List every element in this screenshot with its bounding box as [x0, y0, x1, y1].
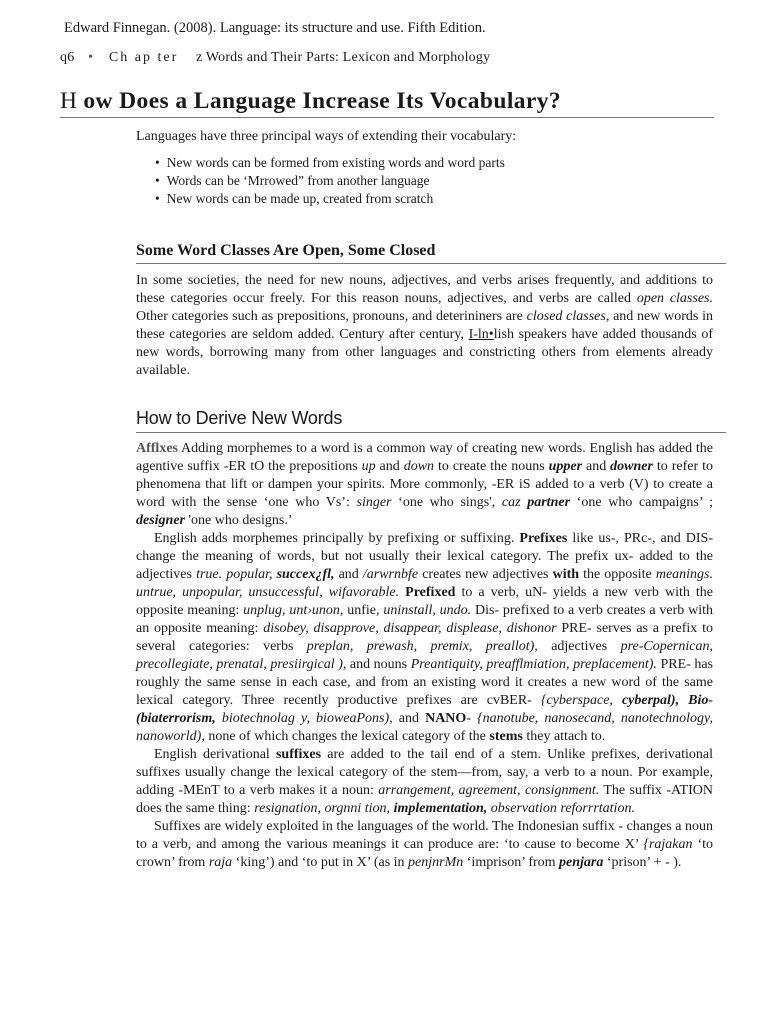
prefix-paragraph: English adds morphemes principally by prefixing or suffixing. Prefixes like us-, PRc-, and DIS- change the meaning of words, but not usually their lexical category. The prefix ux- added to the adjectives true. popular, succex¿fl, and /arwrnbfe creates new adjectives with the opposite meanings. untrue, unpopular, unsuccessful, wifavorable. Prefixed to a verb, uN- yields a new verb with the opposite meaning: unplug, unt›unon, unfie, uninstall, undo. Dis- prefixed to a verb creates a verb with an opposite meaning: disobey, disapprove, disappear, displease, dishonor PRE- serves as a prefix to several categories: verbs preplan, prewash, premix, preallot), adjectives pre-Copernican, precollegiate, prenatal, presiirgical ), and nouns Preantiquity, preafflmiation, preplacement). PRE- has roughly the same sense in each case, and from an existing word it creates a new word of the same lexical category. Three recently productive prefixes are cvBER- {cyberspace, cyberpal), Bio- (biaterrorism, biotechnolag y, bioweaPons), and NANO- {nanotube, nanosecand, nanotechnology, nanoworld), none of which changes the lexical category of the stems they attach to.: [136, 531, 714, 744]
list-item: • Words can be ‘Mrrowed” from another language: [155, 172, 505, 190]
body-text: [136, 440, 713, 872]
bullet-list: [155, 154, 505, 208]
affixes-paragraph: Afflxes Adding morphemes to a word is a common way of creating new words. English has added the agentive suffix -ER tO the prepositions up and down to create the nouns upper and downer to refer to phenomena that lift or dampen your spirits. More commonly, -ER iS added to a verb (V) to create a word with the sense ‘one who Vs’: singer ‘one who sings', caz partner ‘one who campaigns’ ; designer 'one who designs.’: [136, 441, 714, 528]
subheading-derive: How to Derive New Words: [136, 408, 726, 433]
chapter-title: Words and Their Parts: Lexicon and Morphology: [205, 50, 491, 65]
list-item: • New words can be made up, created from scratch: [155, 190, 505, 208]
intro-paragraph: Languages have three principal ways of extending their vocabulary:: [136, 129, 517, 144]
indonesian-paragraph: Suffixes are widely exploited in the languages of the world. The Indonesian suffix - changes a noun to a verb, and among the various meanings it can produce are: ‘to cause to become X’ {rajakan ‘to crown’ from raja ‘king’) and ‘to put in X’ (as in penjnrMn ‘imprison’ from penjara ‘prison’ + - ).: [136, 819, 713, 870]
subheading-open-closed: Some Word Classes Are Open, Some Closed: [136, 242, 726, 264]
running-head: [60, 50, 490, 66]
section-heading-text: ow Does a Language Increase Its Vocabulary?: [83, 88, 562, 114]
section-heading-initial: H: [60, 88, 78, 114]
suffix-paragraph: English derivational suffixes are added to the tail end of a stem. Unlike prefixes, derivational suffixes usually change the lexical category of the stem—from, say, a verb to a noun. Por example, adding -MEnT to a verb makes it a noun: arrangement, agreement, consignment. The suffix -ATION does the same thing: resignation, orgnni tion, implementation, observation reforrrtation.: [136, 747, 713, 816]
bullet-separator: •: [88, 50, 94, 65]
chapter-label: Ch ap ter: [108, 50, 179, 65]
chapter-number: z: [195, 50, 203, 65]
page-number: q6: [60, 50, 75, 65]
section-heading: [60, 88, 714, 118]
open-closed-paragraph: In some societies, the need for new nouns, adjectives, and verbs arises frequently, and additions to these categories occur freely. For this reason nouns, adjectives, and verbs are called open classes. Other categories such as prepositions, pronouns, and deterininers are closed classes, and new words in these categories are seldom added. Century after century, I-ln•lish speakers have added thousands of new words, borrowing many from other languages and constricting others from elements already available.: [136, 273, 713, 378]
citation-line: Edward Finnegan. (2008). Language: its structure and use. Fifth Edition.: [64, 20, 486, 36]
list-item: • New words can be formed from existing words and word parts: [155, 154, 505, 172]
